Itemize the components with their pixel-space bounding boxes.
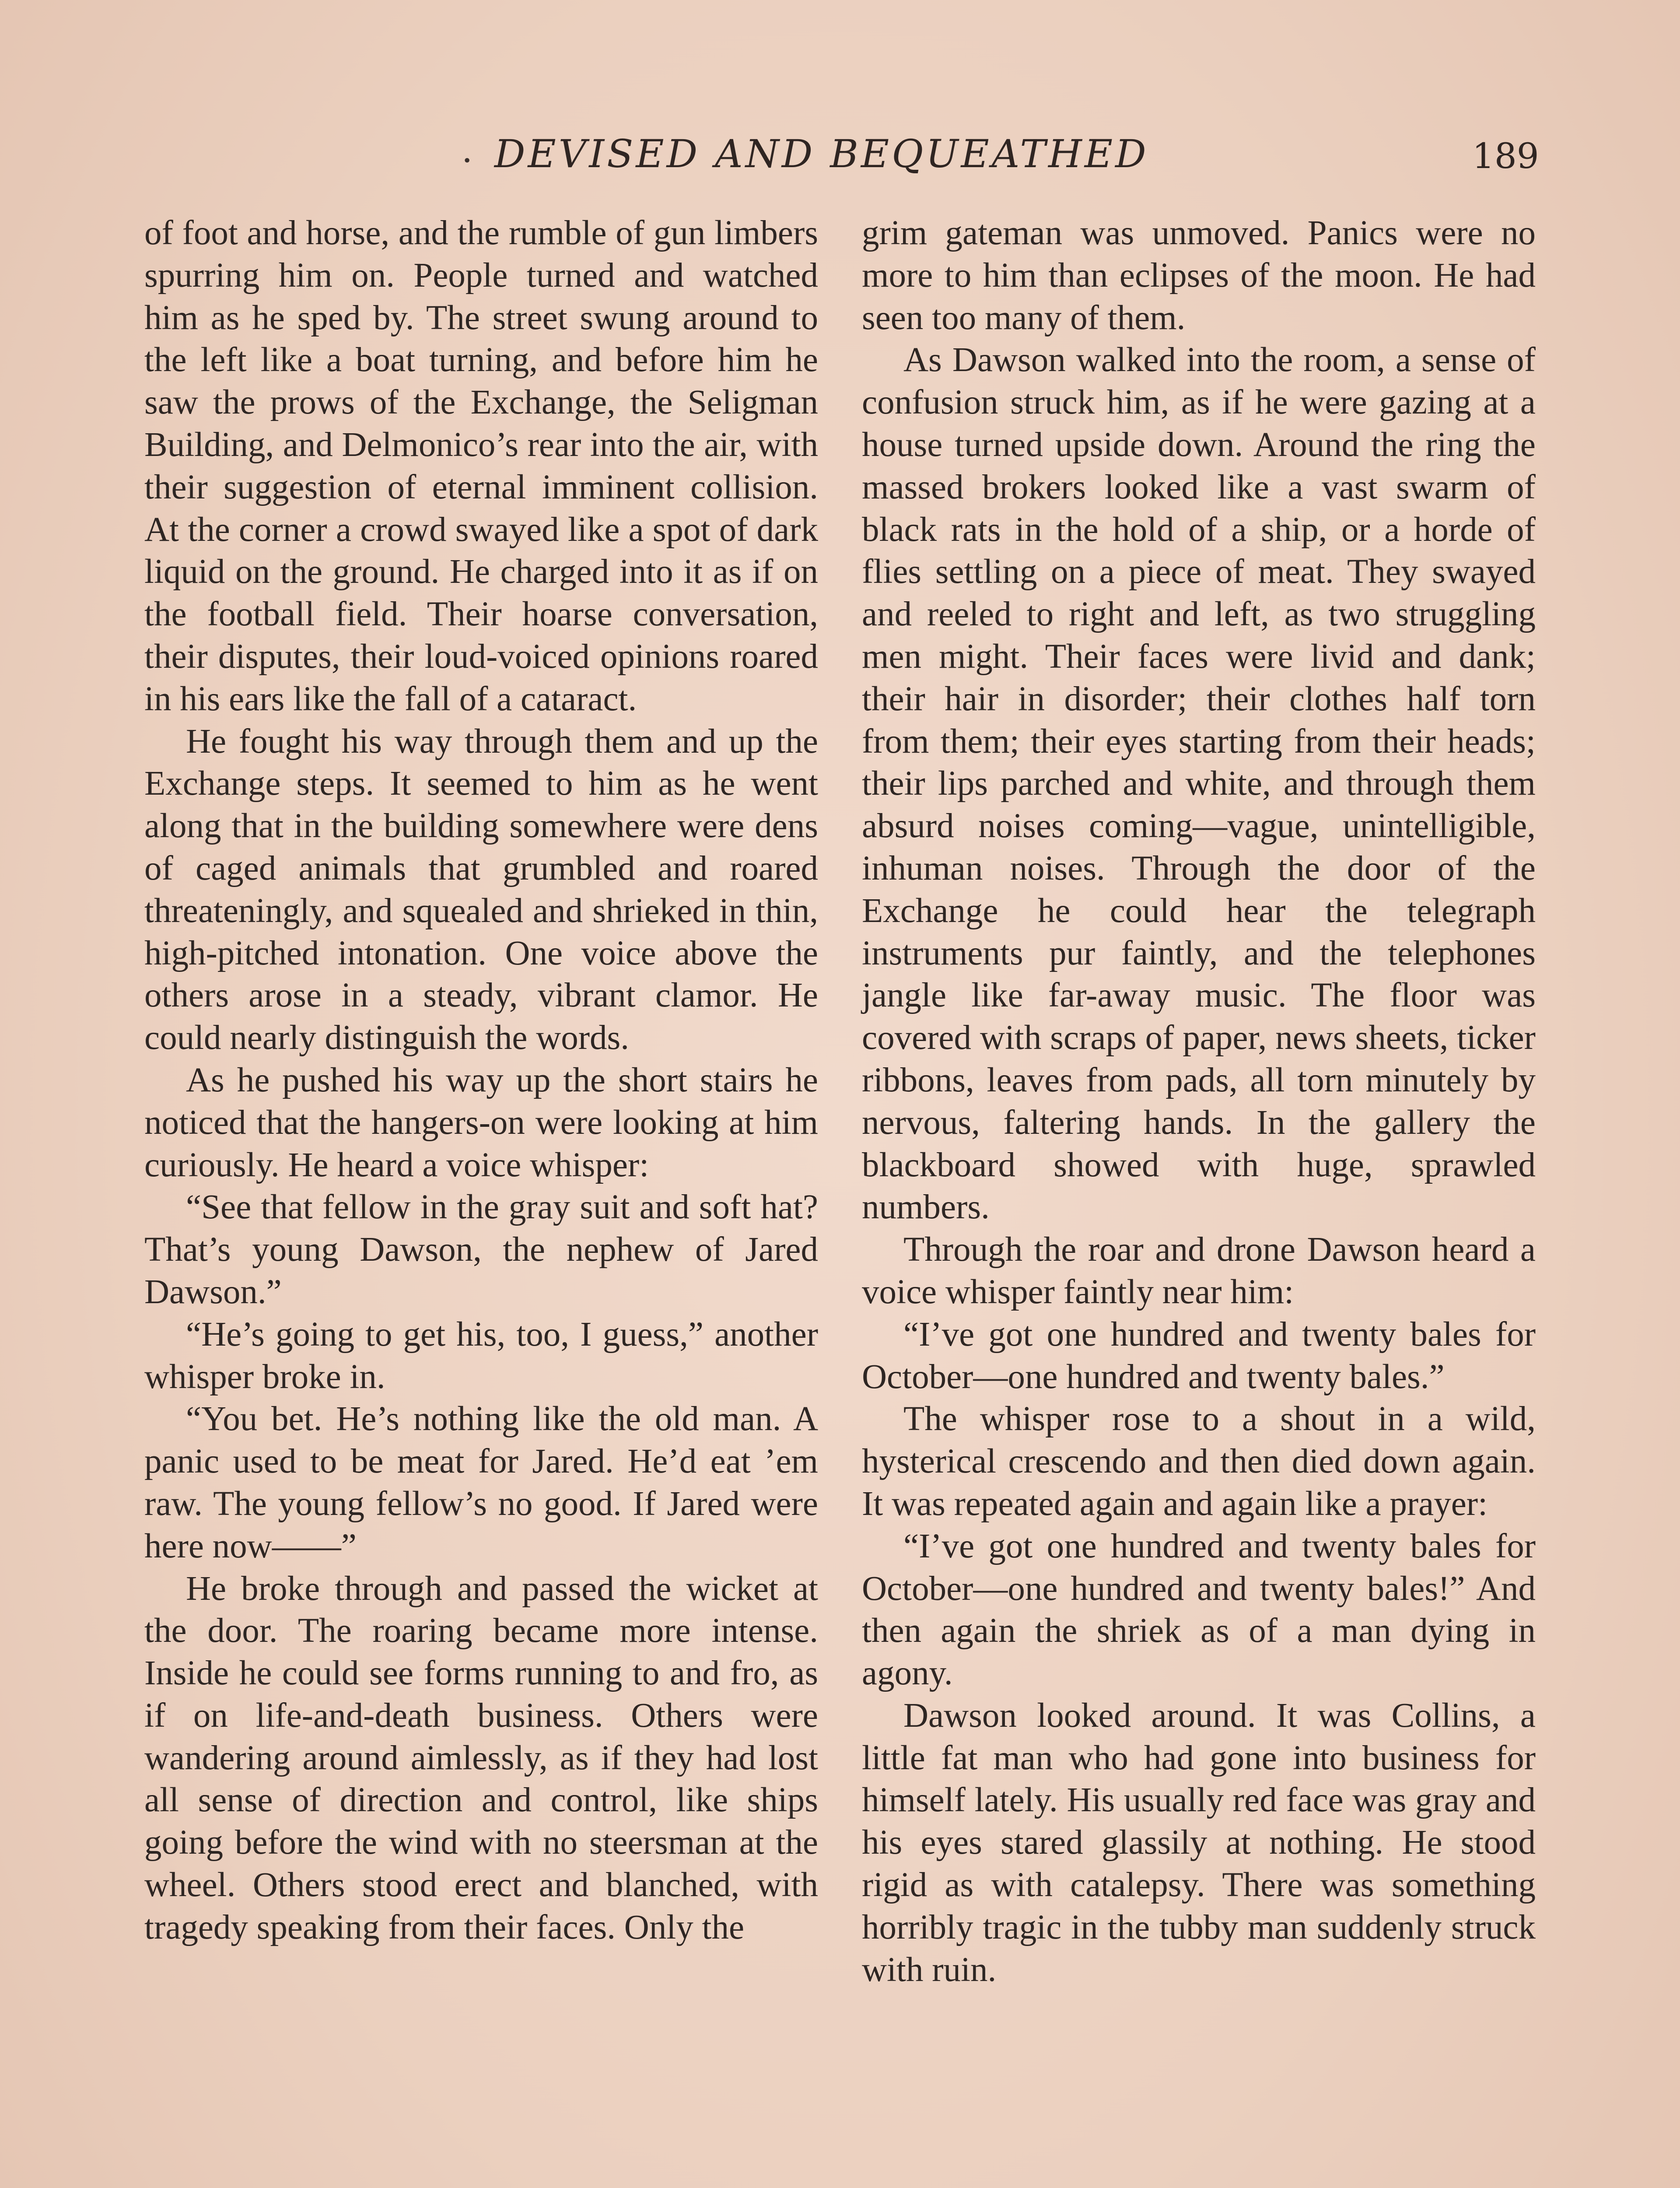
paragraph: The whisper rose to a shout in a wild, hysterical crescendo and then died down again. It was repeated again and again like a prayer: xyxy=(862,1400,1536,1523)
paragraph: As he pushed his way up the short stairs he noticed that the hangers-on were looking at him curiously. He heard a voice whisper: xyxy=(144,1061,818,1184)
paragraph: “He’s going to get his, too, I guess,” another whisper broke in. xyxy=(144,1315,818,1396)
paragraph: Dawson looked around. It was Collins, a little fat man who had gone into business for himself lately. His usually red face was gray and his eyes stared glassily at nothing. He stood rigid as with catalepsy. There was something horribly tragic in the tubby man suddenly struck with ruin. xyxy=(862,1696,1536,1989)
paragraph: “I’ve got one hundred and twenty bales for October—one hundred and twenty bales.” xyxy=(862,1315,1536,1396)
page-header xyxy=(0,131,1680,184)
paragraph: Through the roar and drone Dawson heard a voice whisper faintly near him: xyxy=(862,1231,1536,1311)
paragraph: grim gateman was unmoved. Panics were no more to him than eclipses of the moon. He had seen too many of them. xyxy=(862,214,1536,337)
page-number: 189 xyxy=(1472,136,1539,176)
paragraph: He fought his way through them and up the Exchange steps. It seemed to him as he went along that in the building somewhere were dens of caged animals that grumbled and roared threateningly, and squealed and shrieked in thin, high-pitched intonation. One voice above the others arose in a steady, vibrant clamor. He could nearly distinguish the words. xyxy=(144,722,818,1057)
paragraph: “You bet. He’s nothing like the old man. A panic used to be meat for Jared. He’d eat ’em raw. The young fellow’s no good. If Jared were here now——” xyxy=(144,1400,818,1565)
paragraph: As Dawson walked into the room, a sense of confusion struck him, as if he were gazing at a house turned upside down. Around the ring the massed brokers looked like a vast swarm of black rats in the hold of a ship, or a horde of flies settling on a piece of meat. They swayed and reeled to right and left, as two struggling men might. Their faces were livid and dank; their hair in disorder; their clothes half torn from them; their eyes starting from their heads; their lips parched and white, and through them absurd noises coming—vague, unintelligible, inhuman noises. Through the door of the Exchange he could hear the telegraph instruments pur faintly, and the telephones jangle like far-away music. The floor was covered with scraps of paper, news sheets, ticker ribbons, leaves from pads, all torn minutely by nervous, faltering hands. In the gallery the blackboard showed with huge, sprawled numbers. xyxy=(862,341,1536,1227)
right-column xyxy=(862,212,1536,1991)
left-column xyxy=(144,212,818,1949)
paragraph: of foot and horse, and the rumble of gun limbers spurring him on. People turned and watched him as he sped by. The street swung around to the left like a boat turning, and before him he saw the prows of the Exchange, the Seligman Building, and Delmonico’s rear into the air, with their suggestion of eternal imminent collision. At the corner a crowd swayed like a spot of dark liquid on the ground. He charged into it as if on the football field. Their hoarse conversation, their disputes, their loud-voiced opinions roared in his ears like the fall of a cataract. xyxy=(144,214,818,718)
running-title: DEVISED AND BEQUEATHED xyxy=(494,131,1149,176)
paragraph: “See that fellow in the gray suit and soft hat? That’s young Dawson, the nephew of Jared Dawson.” xyxy=(144,1188,818,1311)
paragraph: “I’ve got one hundred and twenty bales for October—one hundred and twenty bales!” And then again the shriek as of a man dying in agony. xyxy=(862,1527,1536,1693)
paragraph: He broke through and passed the wicket at the door. The roaring became more intense. Inside he could see forms running to and fro, as if on life-and-death business. Others were wandering around aimlessly, as if they had lost all sense of direction and control, like ships going before the wind with no steersman at the wheel. Others stood erect and blanched, with tragedy speaking from their faces. Only the xyxy=(144,1569,818,1946)
header-ornament-dot: · xyxy=(462,140,473,181)
